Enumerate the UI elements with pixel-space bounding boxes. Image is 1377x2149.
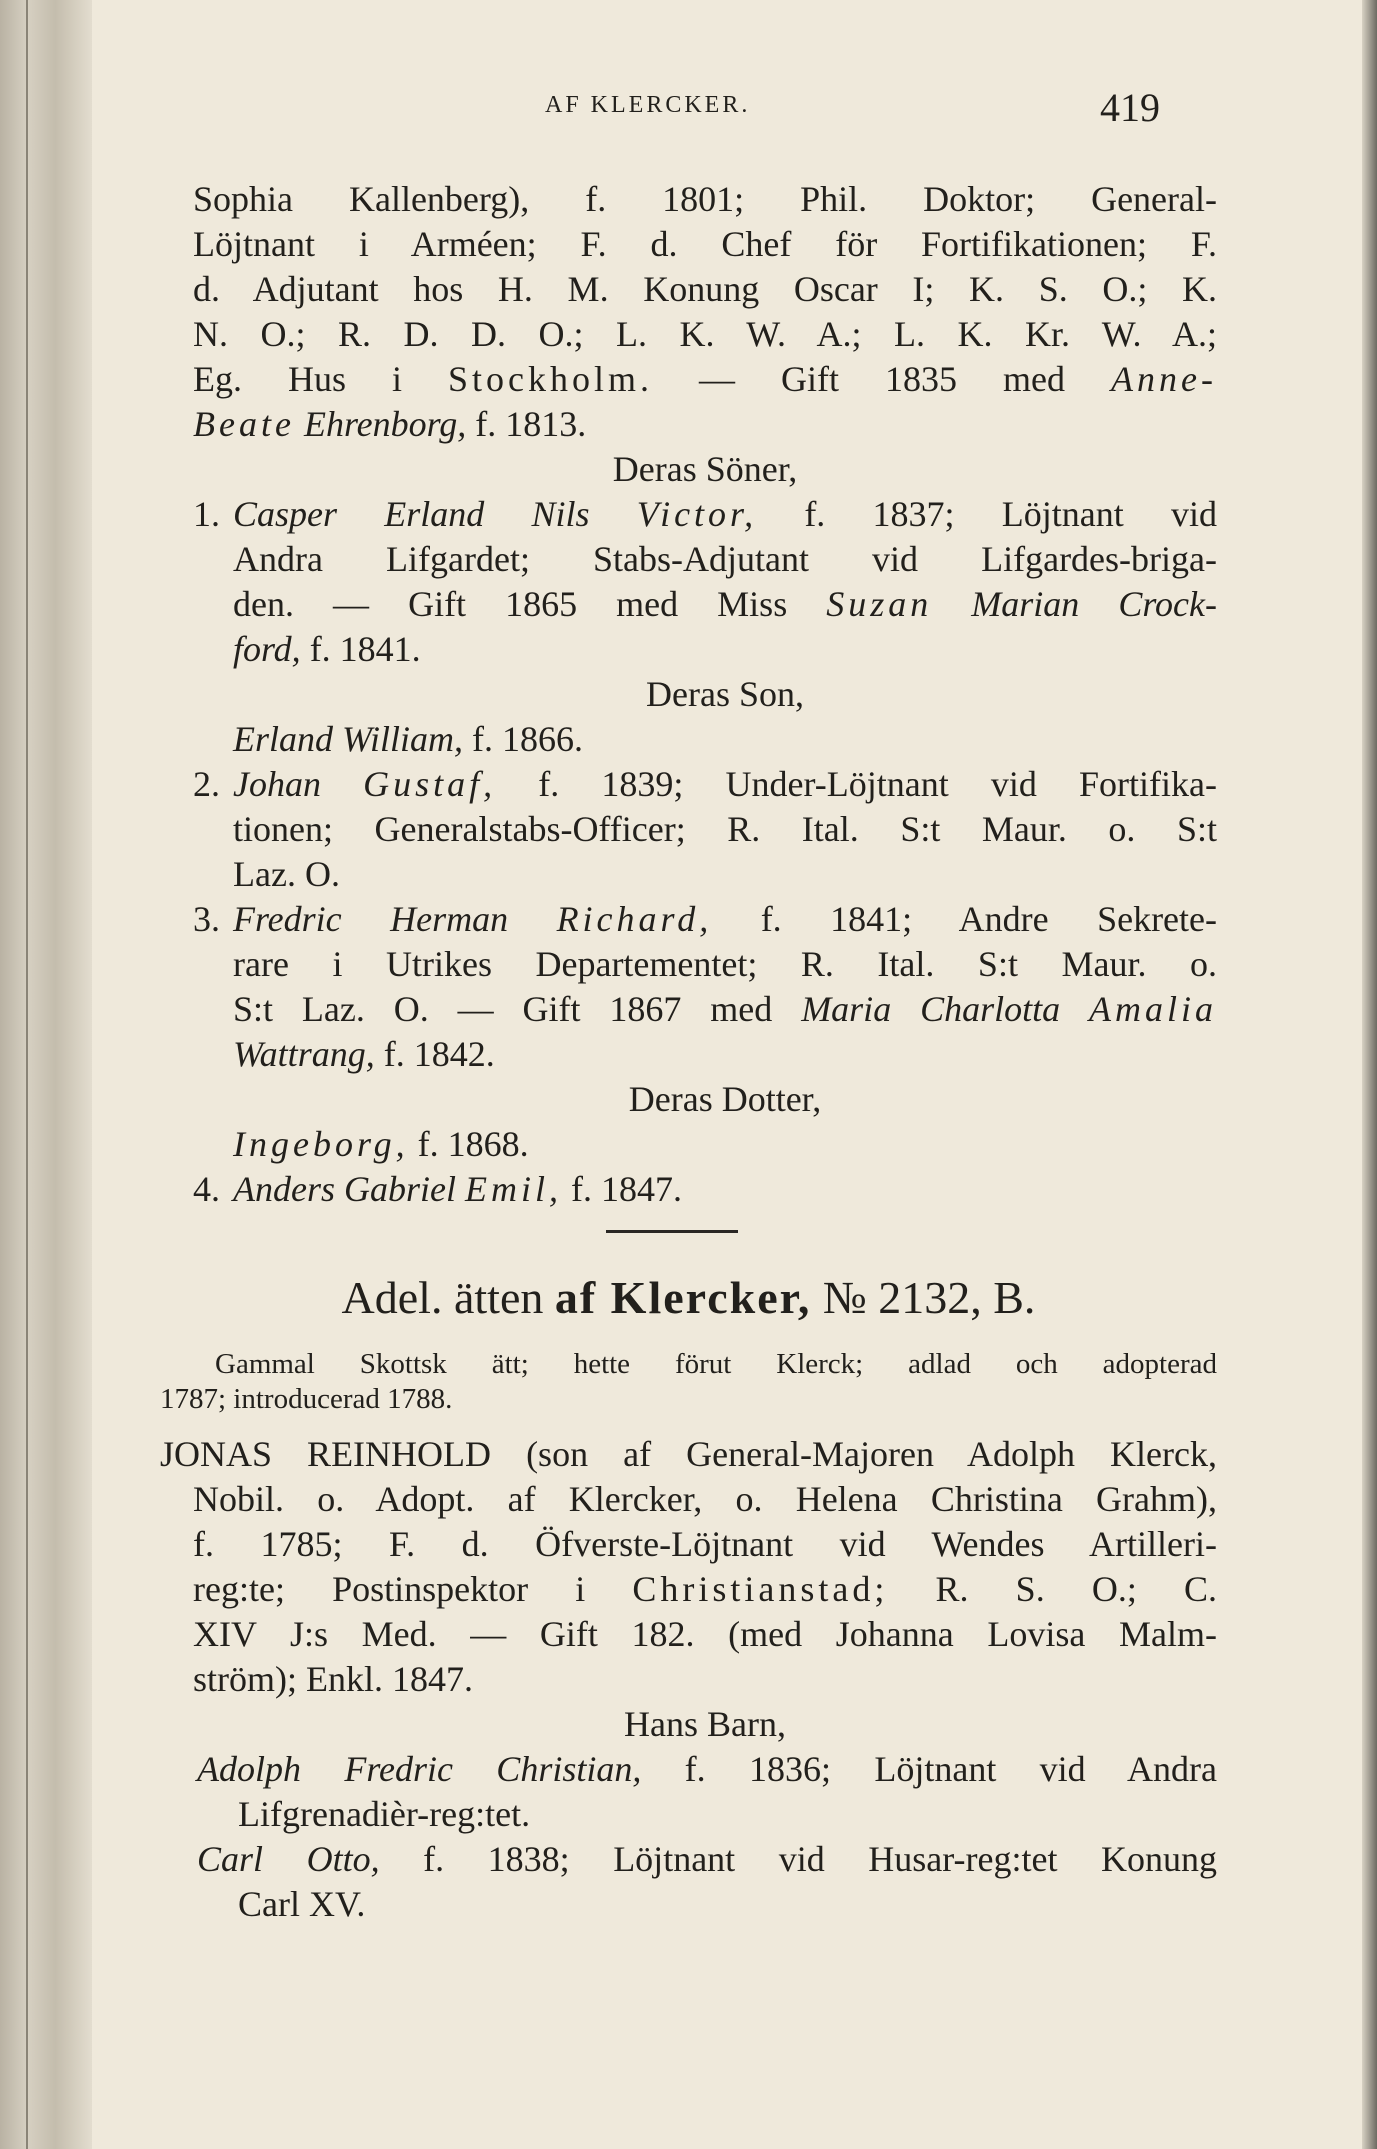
list-number: 1. bbox=[193, 494, 220, 534]
note-line: Gammal Skottsk ätt; hette förut Klerck; adlad och adopterad bbox=[215, 1348, 1217, 1380]
text-line: N. O.; R. D. D. O.; L. K. W. A.; L. K. Kr. W. A.; bbox=[193, 314, 1217, 354]
text-line: rare i Utrikes Departementet; R. Ital. S:t Maur. o. bbox=[233, 944, 1217, 984]
list-number: 4. bbox=[193, 1169, 220, 1209]
text-line bbox=[233, 1167, 682, 1211]
text-run: f. 1838; Löjtnant vid Husar-reg:tet Konung bbox=[379, 1839, 1217, 1879]
book-spine bbox=[0, 0, 92, 2149]
person-name: Anders Gabriel bbox=[233, 1169, 465, 1209]
text-run: — Gift 1835 med bbox=[653, 359, 1112, 399]
person-name: Erland William, bbox=[233, 719, 464, 759]
person-name: Anne- bbox=[1111, 359, 1217, 399]
text-line: d. Adjutant hos H. M. Konung Oscar I; K. S. O.; K. bbox=[193, 269, 1217, 309]
person-name: Carl Otto, bbox=[197, 1839, 380, 1879]
text-line bbox=[233, 762, 1217, 806]
text-line bbox=[233, 1122, 529, 1166]
text-line: XIV J:s Med. — Gift 182. (med Johanna Lovisa Malm- bbox=[193, 1614, 1217, 1654]
text-line: Lifgrenadièr-reg:tet. bbox=[238, 1794, 531, 1834]
place-name: Stockholm. bbox=[448, 359, 654, 399]
text-run: f. 1847. bbox=[561, 1169, 682, 1209]
title-prefix: Adel. ätten bbox=[341, 1272, 555, 1323]
text-run: Eg. Hus i bbox=[193, 359, 449, 399]
text-line: tionen; Generalstabs-Officer; R. Ital. S:t Maur. o. S:t bbox=[233, 809, 1217, 849]
house-number: № 2132, B. bbox=[811, 1272, 1036, 1323]
gutter-line bbox=[26, 0, 28, 2149]
person-name: Victor, bbox=[636, 494, 758, 534]
text-run: R. S. O.; C. bbox=[888, 1569, 1217, 1609]
text-line bbox=[233, 582, 1217, 626]
person-name: Adolph Fredric Christian, bbox=[197, 1749, 642, 1789]
text-line bbox=[233, 492, 1217, 536]
section-subheading: Deras Söner, bbox=[612, 449, 798, 489]
text-line: Andra Lifgardet; Stabs-Adjutant vid Lifgardes-briga- bbox=[233, 539, 1217, 579]
page-edge-shadow bbox=[1362, 0, 1377, 2149]
text-run: f. 1841; Andre Sekrete- bbox=[712, 899, 1217, 939]
text-run: f. 1813. bbox=[466, 404, 587, 444]
text-line bbox=[233, 627, 421, 671]
section-subheading: Deras Dotter, bbox=[628, 1079, 822, 1119]
person-name: Richard, bbox=[556, 899, 713, 939]
person-name: Beate bbox=[193, 404, 295, 444]
text-run: S:t Laz. O. — Gift 1867 med bbox=[233, 989, 802, 1029]
running-head: AF KLERCKER. bbox=[545, 92, 751, 118]
text-run: f. 1836; Löjtnant vid Andra bbox=[641, 1749, 1217, 1789]
person-name: ford, bbox=[233, 629, 301, 669]
text-line: Sophia Kallenberg), f. 1801; Phil. Doktor; General- bbox=[193, 179, 1217, 219]
page-number: 419 bbox=[1100, 85, 1160, 130]
text-line bbox=[233, 717, 583, 761]
note-line: 1787; introducerad 1788. bbox=[160, 1383, 453, 1415]
text-run: f. 1841. bbox=[300, 629, 421, 669]
text-line bbox=[233, 987, 1217, 1031]
text-line bbox=[193, 402, 586, 446]
text-line bbox=[197, 1747, 1217, 1791]
text-line: Carl XV. bbox=[238, 1884, 366, 1924]
person-name: Ehrenborg, bbox=[294, 404, 467, 444]
section-title bbox=[0, 1270, 1377, 1326]
section-subheading: Hans Barn, bbox=[624, 1704, 786, 1744]
list-number: 2. bbox=[193, 764, 220, 804]
person-name: Johan bbox=[233, 764, 364, 804]
place-name: Christianstad; bbox=[632, 1569, 889, 1609]
section-divider bbox=[606, 1230, 738, 1233]
text-line bbox=[197, 1837, 1217, 1881]
list-number: 3. bbox=[193, 899, 220, 939]
house-name: af Klercker, bbox=[554, 1272, 812, 1323]
text-run: f. 1866. bbox=[463, 719, 584, 759]
text-run: f. 1839; Under-Löjtnant vid Fortifika- bbox=[496, 764, 1218, 804]
text-run: f. 1868. bbox=[408, 1124, 529, 1164]
person-name: Marian Crock- bbox=[932, 584, 1217, 624]
text-run: reg:te; Postinspektor i bbox=[193, 1569, 633, 1609]
text-line bbox=[233, 1032, 495, 1076]
text-line bbox=[233, 897, 1217, 941]
text-line: ström); Enkl. 1847. bbox=[193, 1659, 473, 1699]
text-line bbox=[193, 1567, 1217, 1611]
person-name: Suzan bbox=[826, 584, 933, 624]
text-run: den. — Gift 1865 med Miss bbox=[233, 584, 827, 624]
text-run: f. 1837; Löjtnant vid bbox=[757, 494, 1217, 534]
text-line: Laz. O. bbox=[233, 854, 340, 894]
person-name: Ingeborg, bbox=[233, 1124, 409, 1164]
section-subheading: Deras Son, bbox=[646, 674, 804, 714]
text-line: JONAS REINHOLD (son af General-Majoren Adolph Klerck, bbox=[160, 1434, 1217, 1474]
text-run: f. 1842. bbox=[374, 1034, 495, 1074]
text-line: Löjtnant i Arméen; F. d. Chef för Fortifikationen; F. bbox=[193, 224, 1217, 264]
person-name: Maria Charlotta bbox=[801, 989, 1089, 1029]
person-name: Casper Erland Nils bbox=[233, 494, 637, 534]
person-name: Fredric Herman bbox=[233, 899, 557, 939]
text-line bbox=[193, 357, 1217, 401]
person-name: Wattrang, bbox=[233, 1034, 375, 1074]
text-line: Nobil. o. Adopt. af Klercker, o. Helena Christina Grahm), bbox=[193, 1479, 1217, 1519]
person-name: Emil, bbox=[464, 1169, 562, 1209]
person-name: Gustaf, bbox=[363, 764, 497, 804]
person-name: Amalia bbox=[1089, 989, 1217, 1029]
text-line: f. 1785; F. d. Öfverste-Löjtnant vid Wendes Artilleri- bbox=[193, 1524, 1217, 1564]
